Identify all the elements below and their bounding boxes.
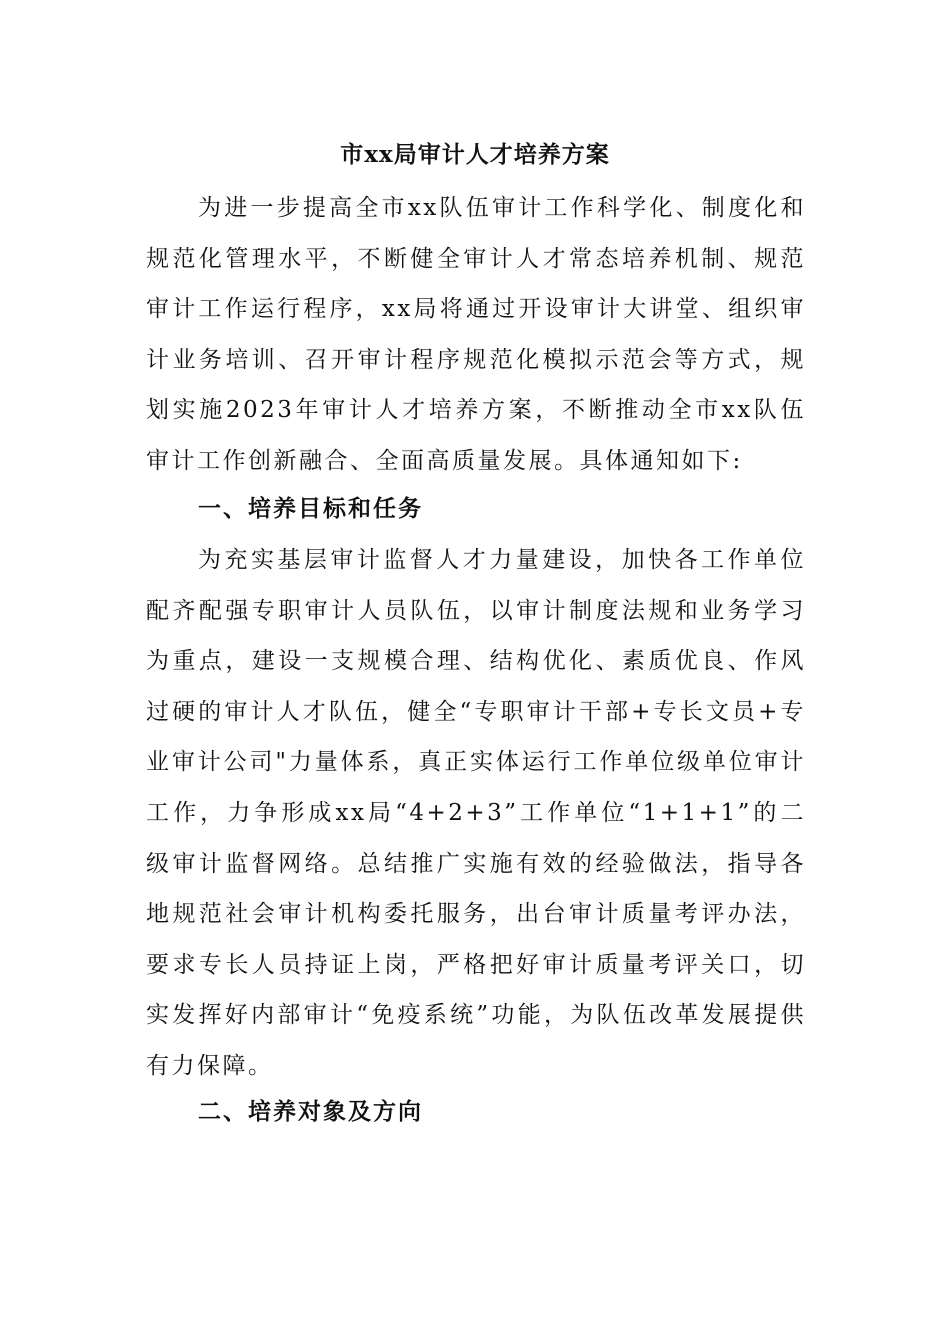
section-body-goals: 为充实基层审计监督人才力量建设，加快各工作单位配齐配强专职审计人员队伍，以审计制度法规和业务学习为重点，建设一支规模合理、结构优化、素质优良、作风过硬的审计人才队伍，健全“专职审计干部+专长文员+专业审计公司"力量体系，真正实体运行工作单位级单位审计工作，力争形成xx局“4+2+3”工作单位“1+1+1”的二级审计监督网络。总结推广实施有效的经验做法，指导各地规范社会审计机构委托服务，出台审计质量考评办法，要求专长人员持证上岗，严格把好审计质量考评关口，切实发挥好内部审计“免疫系统”功能，为队伍改革发展提供有力保障。 (146, 547, 806, 1079)
intro-paragraph: 为进一步提高全市xx队伍审计工作科学化、制度化和规范化管理水平，不断健全审计人才常态培养机制、规范审计工作运行程序，xx局将通过开设审计大讲堂、组织审计业务培训、召开审计程序规范化模拟示范会等方式，规划实施2023年审计人才培养方案，不断推动全市xx队伍审计工作创新融合、全面高质量发展。具体通知如下: (146, 195, 806, 474)
document-title: 市xx局审计人才培养方案 (340, 141, 610, 168)
section-heading-targets: 二、培养对象及方向 (198, 1098, 423, 1125)
section-heading-goals: 一、培养目标和任务 (198, 495, 423, 522)
